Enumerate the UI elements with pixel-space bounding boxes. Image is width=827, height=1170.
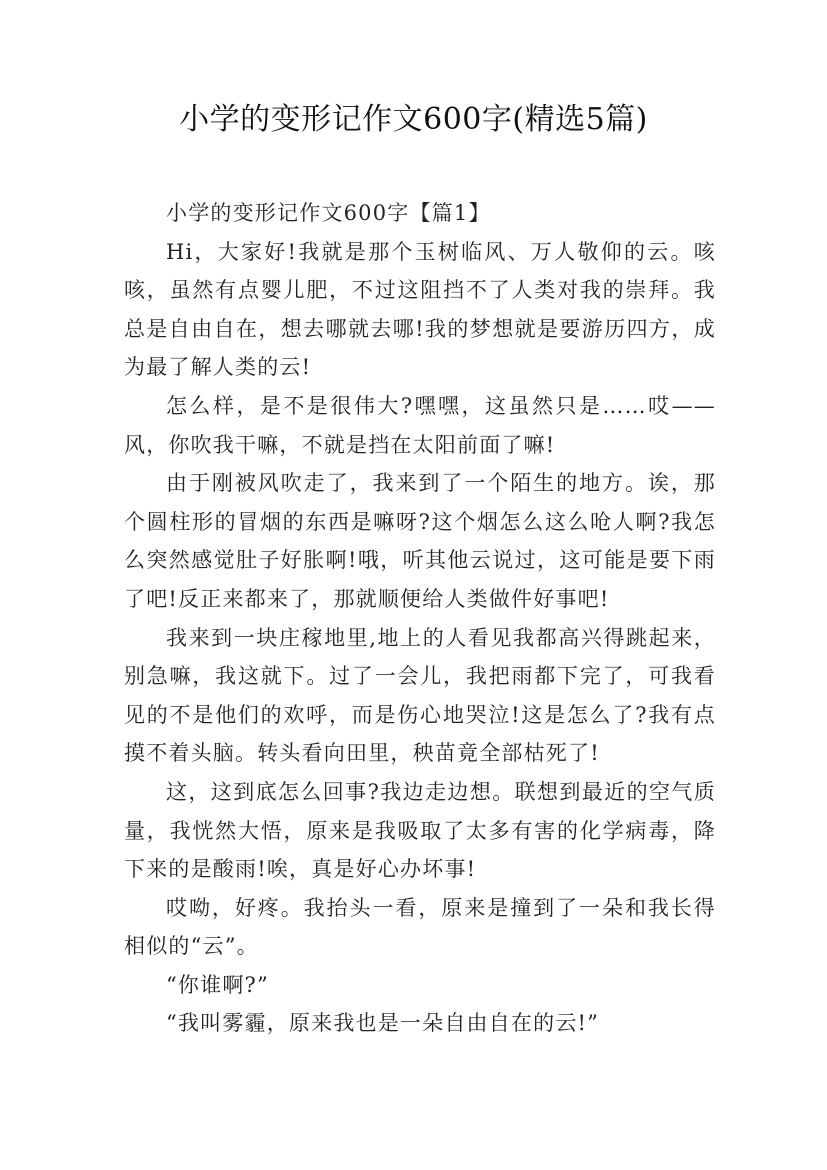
paragraph: 我来到一块庄稼地里,地上的人看见我都高兴得跳起来，别急嘛，我这就下。过了一会儿，我把雨都下完了，可我看见的不是他们的欢呼，而是伤心地哭泣!这是怎么了?我有点摸不着头脑。转头看向田里，秧苗竟全部枯死了! xyxy=(124,625,716,766)
paragraph: 怎么样，是不是很伟大?嘿嘿，这虽然只是……哎——风，你吹我干嘛，不就是挡在太阳前面了嘛! xyxy=(124,393,716,457)
document-body xyxy=(124,194,716,1043)
paragraph: 哎呦，好疼。我抬头一看，原来是撞到了一朵和我长得相似的“云”。 xyxy=(124,895,716,959)
section-heading: 小学的变形记作文600字【篇1】 xyxy=(166,201,491,225)
paragraph: Hi，大家好!我就是那个玉树临风、万人敬仰的云。咳咳，虽然有点婴儿肥，不过这阻挡不了人类对我的崇拜。我总是自由自在，想去哪就去哪!我的梦想就是要游历四方，成为最了解人类的云! xyxy=(124,239,716,380)
dialogue-line: “我叫雾霾，原来我也是一朵自由自在的云!” xyxy=(166,1011,600,1036)
document-title: 小学的变形记作文600字(精选5篇) xyxy=(179,102,648,137)
paragraph: 这，这到底怎么回事?我边走边想。联想到最近的空气质量，我恍然大悟，原来是我吸取了太多有害的化学病毒，降下来的是酸雨!唉，真是好心办坏事! xyxy=(124,779,716,882)
dialogue-line: “你谁啊?” xyxy=(166,972,269,997)
paragraph: 由于刚被风吹走了，我来到了一个陌生的地方。诶，那个圆柱形的冒烟的东西是嘛呀?这个烟怎么这么呛人啊?我怎么突然感觉肚子好胀啊!哦，听其他云说过，这可能是要下雨了吧!反正来都来了，那就顺便给人类做件好事吧! xyxy=(124,471,716,611)
